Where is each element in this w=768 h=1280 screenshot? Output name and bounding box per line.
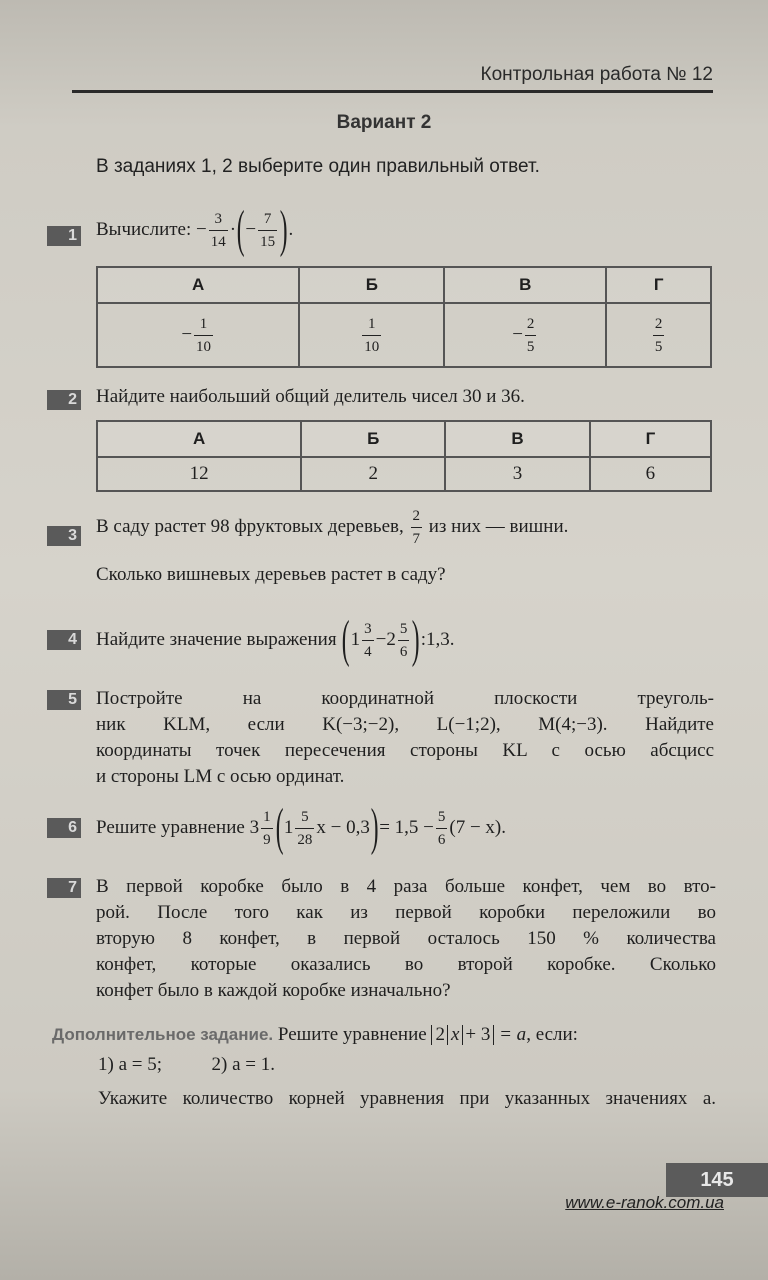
task-number-6: 6: [47, 818, 81, 838]
task1-fraction-2: $\frac{7}{15}$: [260, 210, 276, 250]
task1-option-a[interactable]: − $\frac{1}{10}$: [97, 303, 299, 367]
task-number-4: 4: [47, 630, 81, 650]
task-number-5: 5: [47, 690, 81, 710]
task1-option-d-label[interactable]: Г: [606, 267, 711, 303]
task6-statement: Решите уравнение 3 $\frac{1}{9}$ ( 1 $\frac{5}{28}$ x − 0,3 ) = 1,5 − $\frac{5}{6}$ (7 − x).: [96, 799, 506, 856]
extra-task-text: Решите уравнение: [277, 1024, 427, 1045]
instruction: В заданиях 1, 2 выберите один правильный ответ.: [96, 156, 540, 177]
task2-option-d-label[interactable]: Г: [590, 421, 711, 457]
task1-fraction-1: $\frac{3}{14}$: [210, 210, 226, 250]
task2-text: Найдите наибольший общий делитель чисел 30 и 36.: [96, 386, 525, 407]
task2-option-a-label[interactable]: А: [97, 421, 301, 457]
task3-fraction: $\frac{2}{7}$: [412, 508, 420, 547]
task1-option-c-label[interactable]: В: [444, 267, 606, 303]
task1-option-a-label[interactable]: А: [97, 267, 299, 303]
task4-statement: Найдите значение выражения ( 1 $\frac{3}{4}$ − 2 $\frac{5}{6}$ ) :1,3.: [96, 611, 455, 668]
task7-line-1: В первой коробке было в 4 раза больше конфет, чем во вто-: [96, 876, 716, 897]
header-rule: [72, 90, 713, 93]
task5-line-4: и стороны LM с осью ординат.: [96, 766, 345, 787]
task1-option-c[interactable]: − $\frac{2}{5}$: [444, 303, 606, 367]
task1-option-b[interactable]: $\frac{1}{10}$: [299, 303, 444, 367]
task2-option-c-label[interactable]: В: [445, 421, 590, 457]
task1-statement: [96, 201, 294, 258]
extra-cases: [98, 1054, 275, 1076]
variant-title: Вариант 2: [336, 112, 432, 133]
task-number-3: 3: [47, 526, 81, 546]
task7-line-2: рой. После того как из первой коробки переложили во: [96, 902, 716, 923]
task7-line-3: вторую 8 конфет, в первой осталось 150 % количества: [96, 928, 716, 949]
task5-line-2: ник KLM, если K(−3;−2), L(−1;2), M(4;−3). Найдите: [96, 714, 714, 735]
task-number-2: 2: [47, 390, 81, 410]
task-number-1: 1: [47, 226, 81, 246]
page-number: 145: [666, 1163, 768, 1197]
extra-task: Дополнительное задание. Решите уравнение 2 x + 3 = a, если:: [52, 1024, 578, 1045]
extra-case-1: 1) a = 5;: [98, 1054, 163, 1075]
task2-option-a[interactable]: 12: [97, 457, 301, 491]
task2-answer-table: [96, 420, 712, 492]
task2-option-d[interactable]: 6: [590, 457, 711, 491]
task3-line-2: Сколько вишневых деревьев растет в саду?: [96, 564, 446, 585]
publisher-link[interactable]: www.e-ranok.com.ua: [565, 1193, 724, 1212]
task1-option-d[interactable]: $\frac{2}{5}$: [606, 303, 711, 367]
task5-line-1: Постройте на координатной плоскости треуголь-: [96, 688, 714, 709]
task2-option-b[interactable]: 2: [301, 457, 445, 491]
task-number-7: 7: [47, 878, 81, 898]
task2-option-c[interactable]: 3: [445, 457, 590, 491]
task1-answer-table: [96, 266, 712, 368]
extra-task-label: Дополнительное задание.: [52, 1025, 274, 1044]
task1-expression: − $\frac{3}{14}$ · ( − $\frac{7}{15}$ ) .: [196, 201, 294, 258]
extra-equation: 2 x + 3: [431, 1025, 494, 1045]
extra-task-tail: Укажите количество корней уравнения при указанных значениях a.: [98, 1088, 716, 1109]
task1-text: Вычислите:: [96, 219, 192, 240]
task7-line-4: конфет, которые оказались во второй коробке. Сколько: [96, 954, 716, 975]
task5-line-3: координаты точек пересечения стороны KL с осью абсцисс: [96, 740, 714, 761]
task1-option-b-label[interactable]: Б: [299, 267, 444, 303]
task3-line-1: В саду растет 98 фруктовых деревьев, $\frac{2}{7}$ из них — вишни.: [96, 508, 569, 547]
task7-line-5: конфет было в каждой коробке изначально?: [96, 980, 451, 1001]
running-head: Контрольная работа № 12: [480, 64, 713, 85]
extra-case-2: 2) a = 1.: [211, 1054, 275, 1075]
task2-option-b-label[interactable]: Б: [301, 421, 445, 457]
